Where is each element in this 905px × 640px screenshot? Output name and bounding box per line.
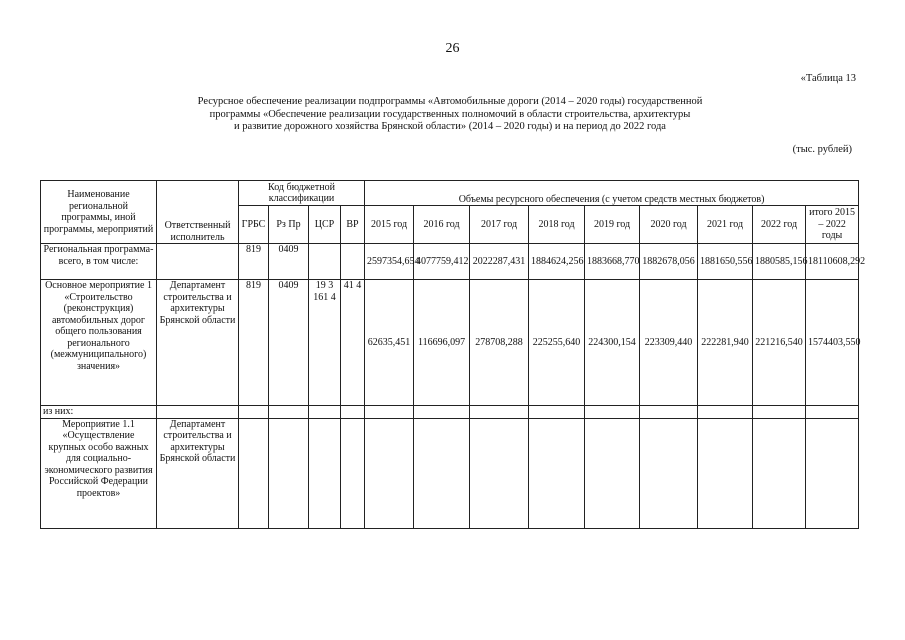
row-value-2017: 278708,288 bbox=[470, 280, 529, 406]
row-value-2021: 1881650,556 bbox=[698, 244, 753, 280]
empty-cell bbox=[585, 406, 640, 419]
header-budget-code: Код бюджетной классификации bbox=[239, 181, 365, 206]
empty-cell bbox=[239, 406, 269, 419]
row-grbs: 819 bbox=[239, 280, 269, 406]
empty-cell bbox=[698, 406, 753, 419]
empty-cell bbox=[806, 418, 859, 528]
row-value-2015: 2597354,654 bbox=[365, 244, 414, 280]
row-executor bbox=[157, 244, 239, 280]
header-year-2019: 2019 год bbox=[585, 206, 640, 244]
empty-cell bbox=[239, 418, 269, 528]
header-year-2022: 2022 год bbox=[753, 206, 806, 244]
empty-cell bbox=[269, 418, 309, 528]
empty-cell bbox=[470, 418, 529, 528]
row-executor: Департамент строительства и архитектуры Брянской области bbox=[157, 280, 239, 406]
table-label: «Таблица 13 bbox=[800, 73, 856, 84]
empty-cell bbox=[529, 406, 585, 419]
row-value-2022: 221216,540 bbox=[753, 280, 806, 406]
empty-cell bbox=[806, 406, 859, 419]
row-value-2018: 1884624,256 bbox=[529, 244, 585, 280]
row-csr: 19 3 161 4 bbox=[309, 280, 341, 406]
empty-cell bbox=[414, 406, 470, 419]
row-vr bbox=[341, 244, 365, 280]
row-value-2016: 4077759,412 bbox=[414, 244, 470, 280]
empty-cell bbox=[640, 418, 698, 528]
row-grbs: 819 bbox=[239, 244, 269, 280]
table-row-main-event bbox=[41, 280, 859, 406]
row-value-2021: 222281,940 bbox=[698, 280, 753, 406]
empty-cell bbox=[157, 406, 239, 419]
row-value-2016: 116696,097 bbox=[414, 280, 470, 406]
empty-cell bbox=[753, 418, 806, 528]
empty-cell bbox=[585, 418, 640, 528]
empty-cell bbox=[341, 406, 365, 419]
row-name: Мероприятие 1.1 «Осуществление крупных особо важных для социально-экономического развития Российской Федерации проектов» bbox=[41, 418, 157, 528]
resource-table bbox=[40, 180, 866, 529]
title-line-1: Ресурсное обеспечение реализации подпрограммы «Автомобильные дороги (2014 – 2020 годы) государственной bbox=[197, 96, 703, 107]
row-of-them-label: из них: bbox=[41, 406, 157, 419]
table-row-of-them bbox=[41, 406, 859, 419]
empty-cell bbox=[341, 418, 365, 528]
empty-cell bbox=[470, 406, 529, 419]
row-csr bbox=[309, 244, 341, 280]
header-total: итого 2015 – 2022 годы bbox=[806, 206, 859, 244]
document-title bbox=[150, 96, 750, 134]
empty-cell bbox=[753, 406, 806, 419]
header-year-2016: 2016 год bbox=[414, 206, 470, 244]
row-executor: Департамент строительства и архитектуры Брянской области bbox=[157, 418, 239, 528]
header-rzpr: Рз Пр bbox=[269, 206, 309, 244]
empty-cell bbox=[365, 406, 414, 419]
row-value-2020: 1882678,056 bbox=[640, 244, 698, 280]
empty-cell bbox=[698, 418, 753, 528]
row-value-2018: 225255,640 bbox=[529, 280, 585, 406]
header-grbs: ГРБС bbox=[239, 206, 269, 244]
table-row-event-1-1 bbox=[41, 418, 859, 528]
row-value-total: 1574403,550 bbox=[806, 280, 859, 406]
empty-cell bbox=[365, 418, 414, 528]
row-rzpr: 0409 bbox=[269, 280, 309, 406]
row-value-total: 18110608,292 bbox=[806, 244, 859, 280]
empty-cell bbox=[414, 418, 470, 528]
table-row-regional bbox=[41, 244, 859, 280]
row-value-2015: 62635,451 bbox=[365, 280, 414, 406]
empty-cell bbox=[309, 418, 341, 528]
page-number: 26 bbox=[445, 41, 460, 56]
row-value-2017: 2022287,431 bbox=[470, 244, 529, 280]
row-rzpr: 0409 bbox=[269, 244, 309, 280]
row-value-2020: 223309,440 bbox=[640, 280, 698, 406]
empty-cell bbox=[529, 418, 585, 528]
header-year-2015: 2015 год bbox=[365, 206, 414, 244]
header-vr: ВР bbox=[341, 206, 365, 244]
header-csr: ЦСР bbox=[309, 206, 341, 244]
header-year-2020: 2020 год bbox=[640, 206, 698, 244]
header-volumes: Объемы ресурсного обеспечения (с учетом средств местных бюджетов) bbox=[365, 181, 859, 206]
empty-cell bbox=[309, 406, 341, 419]
title-line-3: и развитие дорожного хозяйства Брянской области» (2014 – 2020 годы) и на период до 2022 года bbox=[234, 121, 666, 132]
title-line-2: программы «Обеспечение реализации государственных полномочий в области строительства, архитектуры bbox=[209, 108, 691, 120]
row-value-2019: 224300,154 bbox=[585, 280, 640, 406]
header-year-2021: 2021 год bbox=[698, 206, 753, 244]
header-executor: Ответственный исполнитель bbox=[157, 181, 239, 244]
units-label: (тыс. рублей) bbox=[792, 144, 852, 155]
row-value-2019: 1883668,770 bbox=[585, 244, 640, 280]
row-vr: 41 4 bbox=[341, 280, 365, 406]
empty-cell bbox=[640, 406, 698, 419]
header-year-2017: 2017 год bbox=[470, 206, 529, 244]
row-name: Основное мероприятие 1 «Строительство (реконструкция) автомобильных дорог общего пользования регионального (межмуниципального) значения» bbox=[41, 280, 157, 406]
row-name: Региональная программа- всего, в том числе: bbox=[41, 244, 157, 280]
empty-cell bbox=[269, 406, 309, 419]
header-year-2018: 2018 год bbox=[529, 206, 585, 244]
header-name: Наименование региональной программы, иной программы, мероприятий bbox=[41, 181, 157, 244]
row-value-2022: 1880585,156 bbox=[753, 244, 806, 280]
